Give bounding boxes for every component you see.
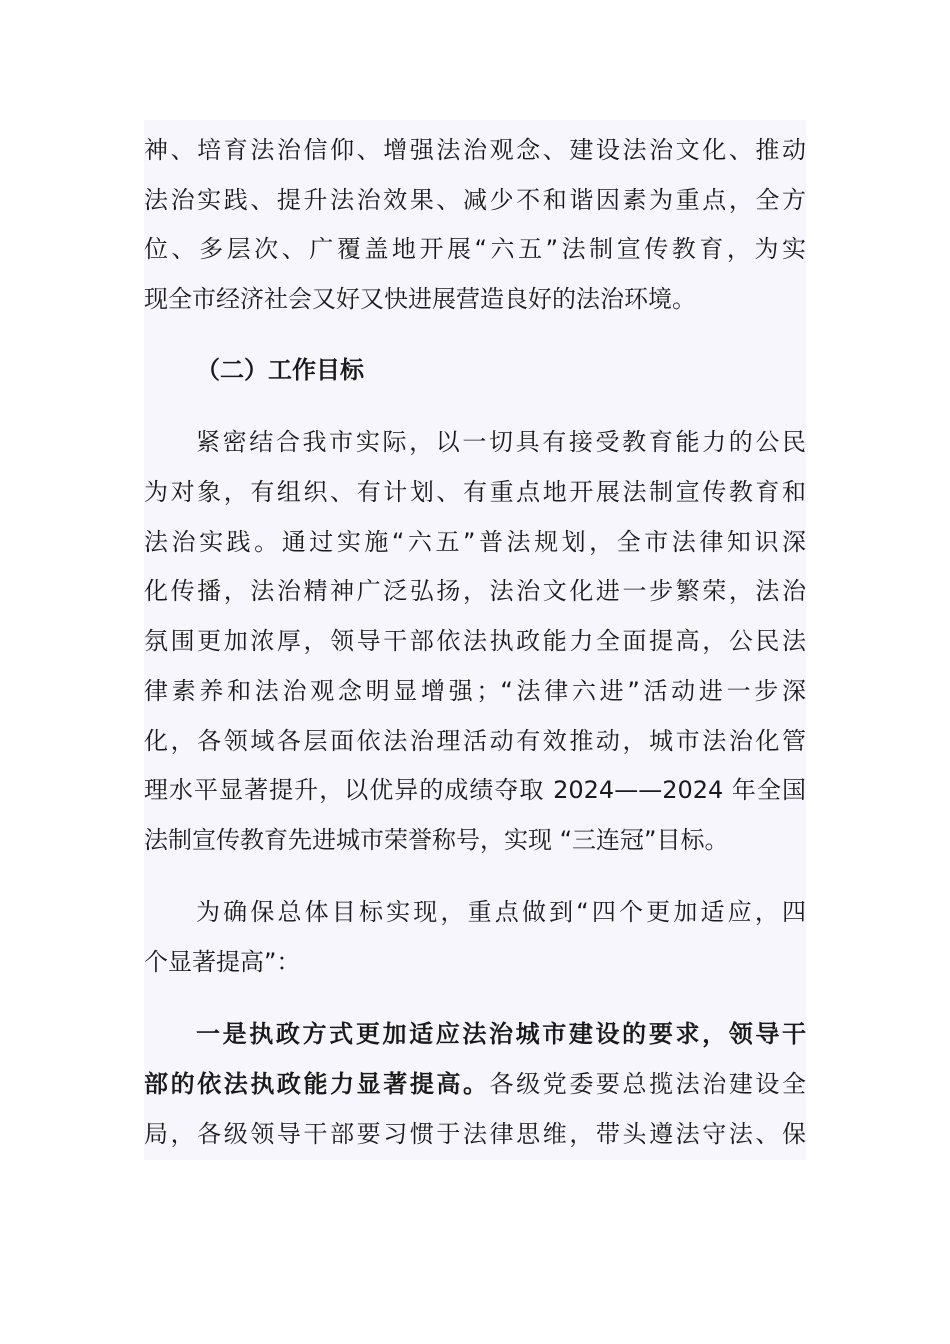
paragraph-line: 化，各领域各层面依法治理活动有效推动，城市法治化管	[144, 727, 806, 755]
paragraph-line: 为对象，有组织、有计划、有重点地开展法制宣传教育和	[144, 478, 806, 506]
paragraph-line: 化传播，法治精神广泛弘扬，法治文化进一步繁荣，法治	[144, 577, 806, 605]
paragraph-line: 律素养和法治观念明显增强；“法律六进”活动进一步深	[144, 677, 806, 705]
regular-phrase: 各级党委要总揽法治建设全	[489, 1070, 807, 1098]
paragraph-line: 法制宣传教育先进城市荣誉称号，实现 “三连冠”目标。	[144, 826, 729, 854]
paragraph-line-mixed	[144, 1068, 806, 1100]
paragraph-line: 神、培育法治信仰、增强法治观念、建设法治文化、推动	[144, 136, 806, 164]
paragraph-line: 为确保总体目标实现，重点做到“四个更加适应，四	[196, 898, 806, 926]
paragraph-line-bold: 一是执政方式更加适应法治城市建设的要求，领导干	[196, 1020, 806, 1048]
paragraph-line: 紧密结合我市实际，以一切具有接受教育能力的公民	[196, 428, 806, 456]
section-heading: （二）工作目标	[196, 356, 364, 384]
paragraph-line: 位、多层次、广覆盖地开展“六五”法制宣传教育，为实	[144, 235, 806, 263]
paragraph-line: 个显著提高”：	[144, 948, 301, 976]
paragraph-line: 法治实践。通过实施“六五”普法规划，全市法律知识深	[144, 528, 806, 556]
paragraph-line: 现全市经济社会又好又快进展营造良好的法治环境。	[144, 285, 696, 313]
bold-phrase: 部的依法执政能力显著提高。	[144, 1070, 490, 1098]
paragraph-line: 理水平显著提升，以优异的成绩夺取 2024——2024 年全国	[144, 776, 806, 804]
paragraph-line: 氛围更加浓厚，领导干部依法执政能力全面提高，公民法	[144, 627, 806, 655]
paragraph-line: 局，各级领导干部要习惯于法律思维，带头遵法守法、保	[144, 1120, 806, 1148]
paragraph-line: 法治实践、提升法治效果、减少不和谐因素为重点，全方	[144, 186, 806, 214]
